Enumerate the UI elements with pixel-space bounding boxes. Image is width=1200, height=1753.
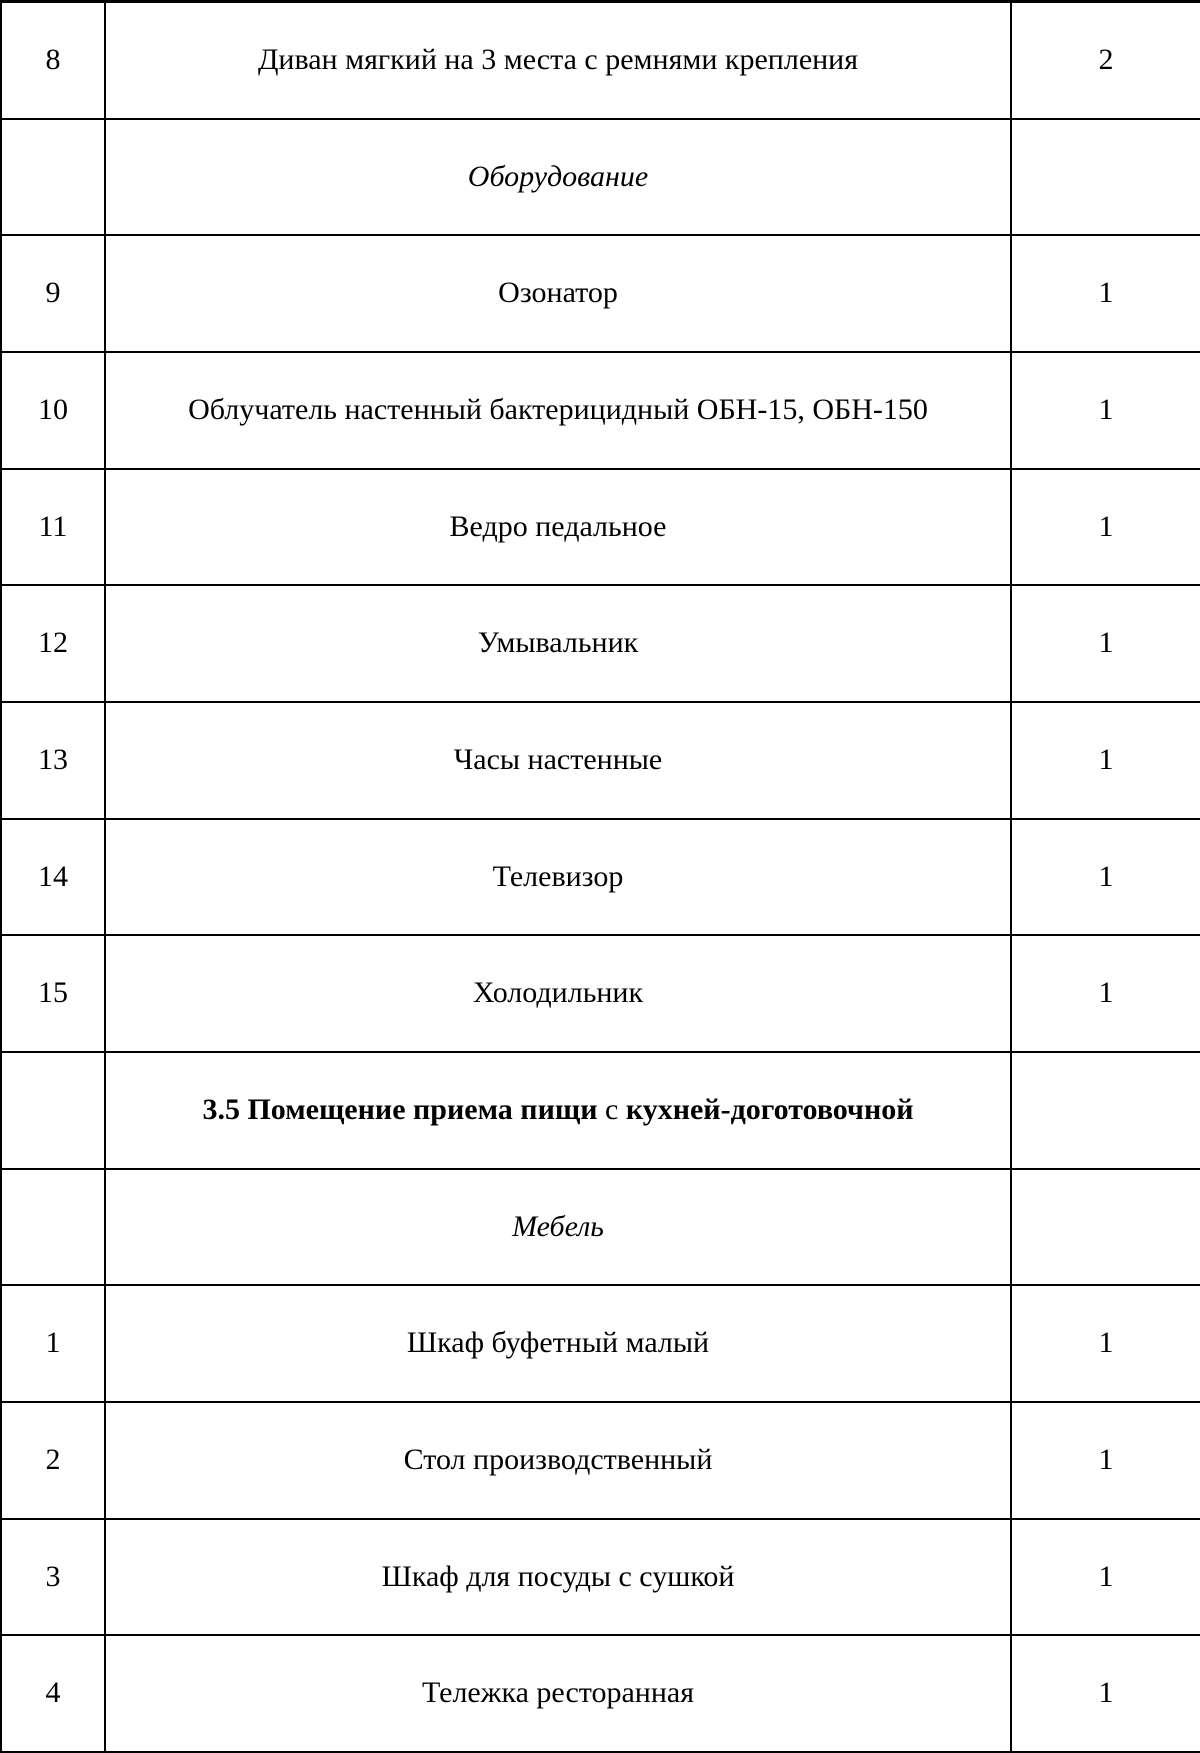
item-quantity: 1 xyxy=(1011,469,1200,586)
item-quantity xyxy=(1011,1052,1200,1169)
row-number: 15 xyxy=(1,935,105,1052)
item-quantity: 1 xyxy=(1011,1519,1200,1636)
item-name: Облучатель настенный бактерицидный ОБН-15, ОБН-150 xyxy=(105,352,1011,469)
row-number: 13 xyxy=(1,702,105,819)
row-number: 14 xyxy=(1,819,105,936)
item-name: Шкаф буфетный малый xyxy=(105,1285,1011,1402)
item-quantity: 1 xyxy=(1011,935,1200,1052)
item-quantity xyxy=(1011,1169,1200,1286)
category-subheading: Мебель xyxy=(105,1169,1011,1286)
row-number: 3 xyxy=(1,1519,105,1636)
table-row xyxy=(1,235,1200,352)
table-row-section xyxy=(1,1052,1200,1169)
table-row xyxy=(1,1402,1200,1519)
item-quantity: 1 xyxy=(1011,819,1200,936)
item-quantity: 1 xyxy=(1011,1402,1200,1519)
table-row-subheading xyxy=(1,1169,1200,1286)
section-heading-plain: с xyxy=(597,1093,626,1126)
item-name: Стол производственный xyxy=(105,1402,1011,1519)
table-row xyxy=(1,1635,1200,1752)
table-row xyxy=(1,1519,1200,1636)
table-row-subheading xyxy=(1,119,1200,236)
item-name: Озонатор xyxy=(105,235,1011,352)
item-name: Шкаф для посуды с сушкой xyxy=(105,1519,1011,1636)
item-quantity: 1 xyxy=(1011,585,1200,702)
row-number: 10 xyxy=(1,352,105,469)
item-name: Часы настенные xyxy=(105,702,1011,819)
row-number xyxy=(1,119,105,236)
table-row xyxy=(1,585,1200,702)
row-number: 8 xyxy=(1,2,105,119)
table-row xyxy=(1,2,1200,119)
table-row xyxy=(1,352,1200,469)
row-number: 2 xyxy=(1,1402,105,1519)
row-number xyxy=(1,1169,105,1286)
row-number xyxy=(1,1052,105,1169)
category-subheading: Оборудование xyxy=(105,119,1011,236)
row-number: 11 xyxy=(1,469,105,586)
row-number: 1 xyxy=(1,1285,105,1402)
table-row xyxy=(1,469,1200,586)
table-row xyxy=(1,819,1200,936)
item-name: Диван мягкий на 3 места с ремнями крепления xyxy=(105,2,1011,119)
item-quantity: 1 xyxy=(1011,235,1200,352)
item-quantity: 1 xyxy=(1011,352,1200,469)
item-quantity: 1 xyxy=(1011,702,1200,819)
table-row xyxy=(1,935,1200,1052)
item-quantity: 1 xyxy=(1011,1635,1200,1752)
row-number: 9 xyxy=(1,235,105,352)
item-quantity: 1 xyxy=(1011,1285,1200,1402)
table-row xyxy=(1,702,1200,819)
table-row xyxy=(1,1285,1200,1402)
section-heading xyxy=(105,1052,1011,1169)
section-heading-bold-tail: кухней-доготовочной xyxy=(625,1093,914,1126)
item-name: Ведро педальное xyxy=(105,469,1011,586)
item-name: Тележка ресторанная xyxy=(105,1635,1011,1752)
item-name: Умывальник xyxy=(105,585,1011,702)
row-number: 4 xyxy=(1,1635,105,1752)
item-quantity xyxy=(1011,119,1200,236)
item-name: Телевизор xyxy=(105,819,1011,936)
section-heading-bold: 3.5 Помещение приема пищи xyxy=(202,1093,598,1126)
item-name: Холодильник xyxy=(105,935,1011,1052)
item-quantity: 2 xyxy=(1011,2,1200,119)
row-number: 12 xyxy=(1,585,105,702)
